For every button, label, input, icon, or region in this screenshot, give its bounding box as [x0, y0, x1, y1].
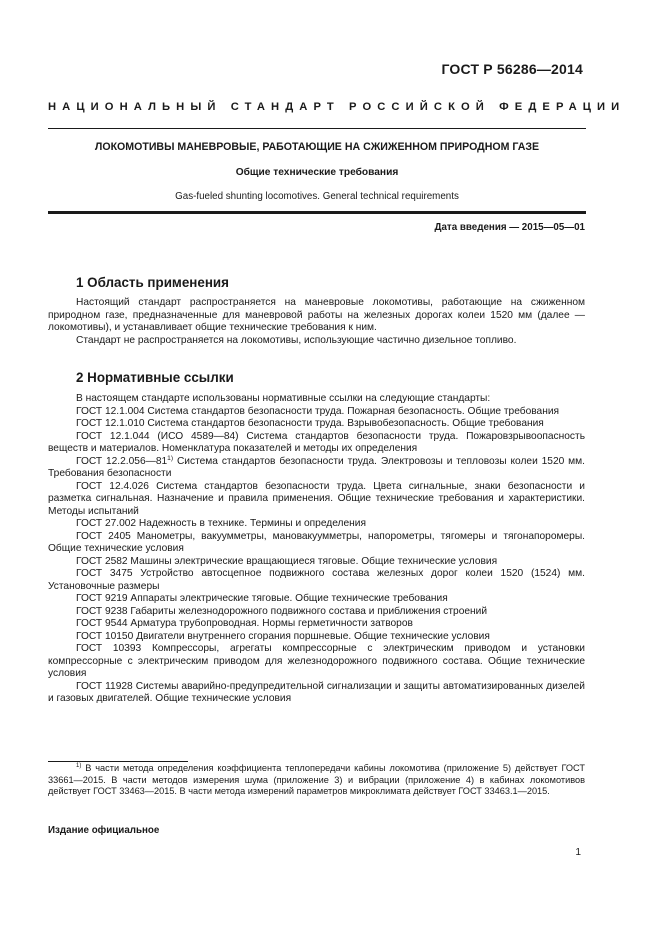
reference-item — [48, 456, 585, 481]
section-1-body — [48, 297, 585, 347]
reference-item: ГОСТ 10150 Двигатели внутреннего сгорания поршневые. Общие технические условия — [76, 630, 490, 642]
reference-item: ГОСТ 9219 Аппараты электрические тяговые. Общие технические требования — [76, 593, 448, 604]
reference-item: ГОСТ 12.1.044 (ИСО 4589—84) Система стандартов безопасности труда. Пожаровзрывоопасность веществ и материалов. Номенклатура показателей и методы их определения — [48, 430, 585, 454]
section-2-heading: 2 Нормативные ссылки — [76, 370, 234, 385]
reference-item: ГОСТ 27.002 Надежность в технике. Термины и определения — [76, 518, 366, 529]
paragraph: В настоящем стандарте использованы нормативные ссылки на следующие стандарты: — [76, 393, 491, 404]
paragraph: Настоящий стандарт распространяется на маневровые локомотивы, работающие на сжиженном природном газе, предназначенные для маневровой работы на железных дорогах колеи 1520 мм (далее — локомотивы), и устанавливает общие технические требования к ним. — [48, 297, 585, 333]
reference-item: ГОСТ 9238 Габариты железнодорожного подвижного состава и приближения строений — [76, 605, 488, 617]
title-rule — [48, 211, 586, 214]
reference-item: ГОСТ 12.1.004 Система стандартов безопасности труда. Пожарная безопасность. Общие требования — [76, 405, 560, 417]
intro-date: Дата введения — 2015—05—01 — [434, 222, 585, 233]
reference-item: ГОСТ 9544 Арматура трубопроводная. Нормы герметичности затворов — [76, 618, 413, 629]
header-rule — [48, 128, 586, 129]
reference-text: Система стандартов безопасности труда. Электровозы и тепловозы колеи 1520 мм. Требования безопасности — [48, 455, 585, 479]
reference-item: ГОСТ 12.1.010 Система стандартов безопасности труда. Взрывобезопасность. Общие требования — [76, 418, 544, 429]
paragraph: Стандарт не распространяется на локомотивы, использующие частично дизельное топливо. — [76, 334, 517, 346]
reference-item: ГОСТ 2405 Манометры, вакуумметры, мановакуумметры, напорометры, тягомеры и тягонапоромеры. Общие технические условия — [48, 530, 585, 554]
document-title-english: Gas-fueled shunting locomotives. General technical requirements — [175, 191, 459, 202]
reference-item: ГОСТ 10393 Компрессоры, агрегаты компрессорные с электрическим приводом и установки компрессорные с электрическим приводом для железнодорожного подвижного состава. Общие технические условия — [48, 643, 585, 679]
document-subtitle: Общие технические требования — [235, 167, 399, 178]
document-title: ЛОКОМОТИВЫ МАНЕВРОВЫЕ, РАБОТАЮЩИЕ НА СЖИЖЕННОМ ПРИРОДНОМ ГАЗЕ — [94, 141, 540, 153]
reference-item: ГОСТ 2582 Машины электрические вращающиеся тяговые. Общие технические условия — [76, 555, 498, 567]
footnote-rule — [48, 761, 188, 762]
footnote-marker: 1) — [76, 763, 82, 769]
footnote-marker: 1) — [167, 454, 174, 462]
edition-label: Издание официальное — [48, 825, 160, 836]
reference-item: ГОСТ 12.4.026 Система стандартов безопасности труда. Цвета сигнальные, знаки безопасности и разметка сигнальная. Назначение и правила применения. Общие технические требования и характеристики. Методы испытаний — [48, 480, 585, 517]
national-standard-title: НАЦИОНАЛЬНЫЙ СТАНДАРТ РОССИЙСКОЙ ФЕДЕРАЦИИ — [48, 101, 626, 113]
footnote-text: В части метода определения коэффициента теплопередачи кабины локомотива (приложение 5) действует ГОСТ 33661—2015. В части методов измерения шума (приложение 3) и вибрации (приложение 4) в кабинах локомотивов действует ГОСТ 33463—2015. В части метода измерений параметров микроклимата действует ГОСТ 33463.1—2015. — [48, 763, 585, 797]
reference-code: ГОСТ 12.2.056—81 — [76, 455, 168, 467]
reference-item: ГОСТ 11928 Системы аварийно-предупредительной сигнализации и защиты автоматизированных дизелей и газовых двигателей. Общие технические условия — [48, 680, 585, 704]
footnote — [48, 763, 585, 798]
page-number: 1 — [575, 847, 581, 858]
reference-item: ГОСТ 3475 Устройство автосцепное подвижного состава железных дорог колеи 1520 (1524) мм. Установочные размеры — [48, 568, 585, 592]
section-1-heading: 1 Область применения — [76, 275, 229, 290]
gost-number: ГОСТ Р 56286—2014 — [441, 61, 583, 77]
section-2-body — [48, 393, 585, 706]
